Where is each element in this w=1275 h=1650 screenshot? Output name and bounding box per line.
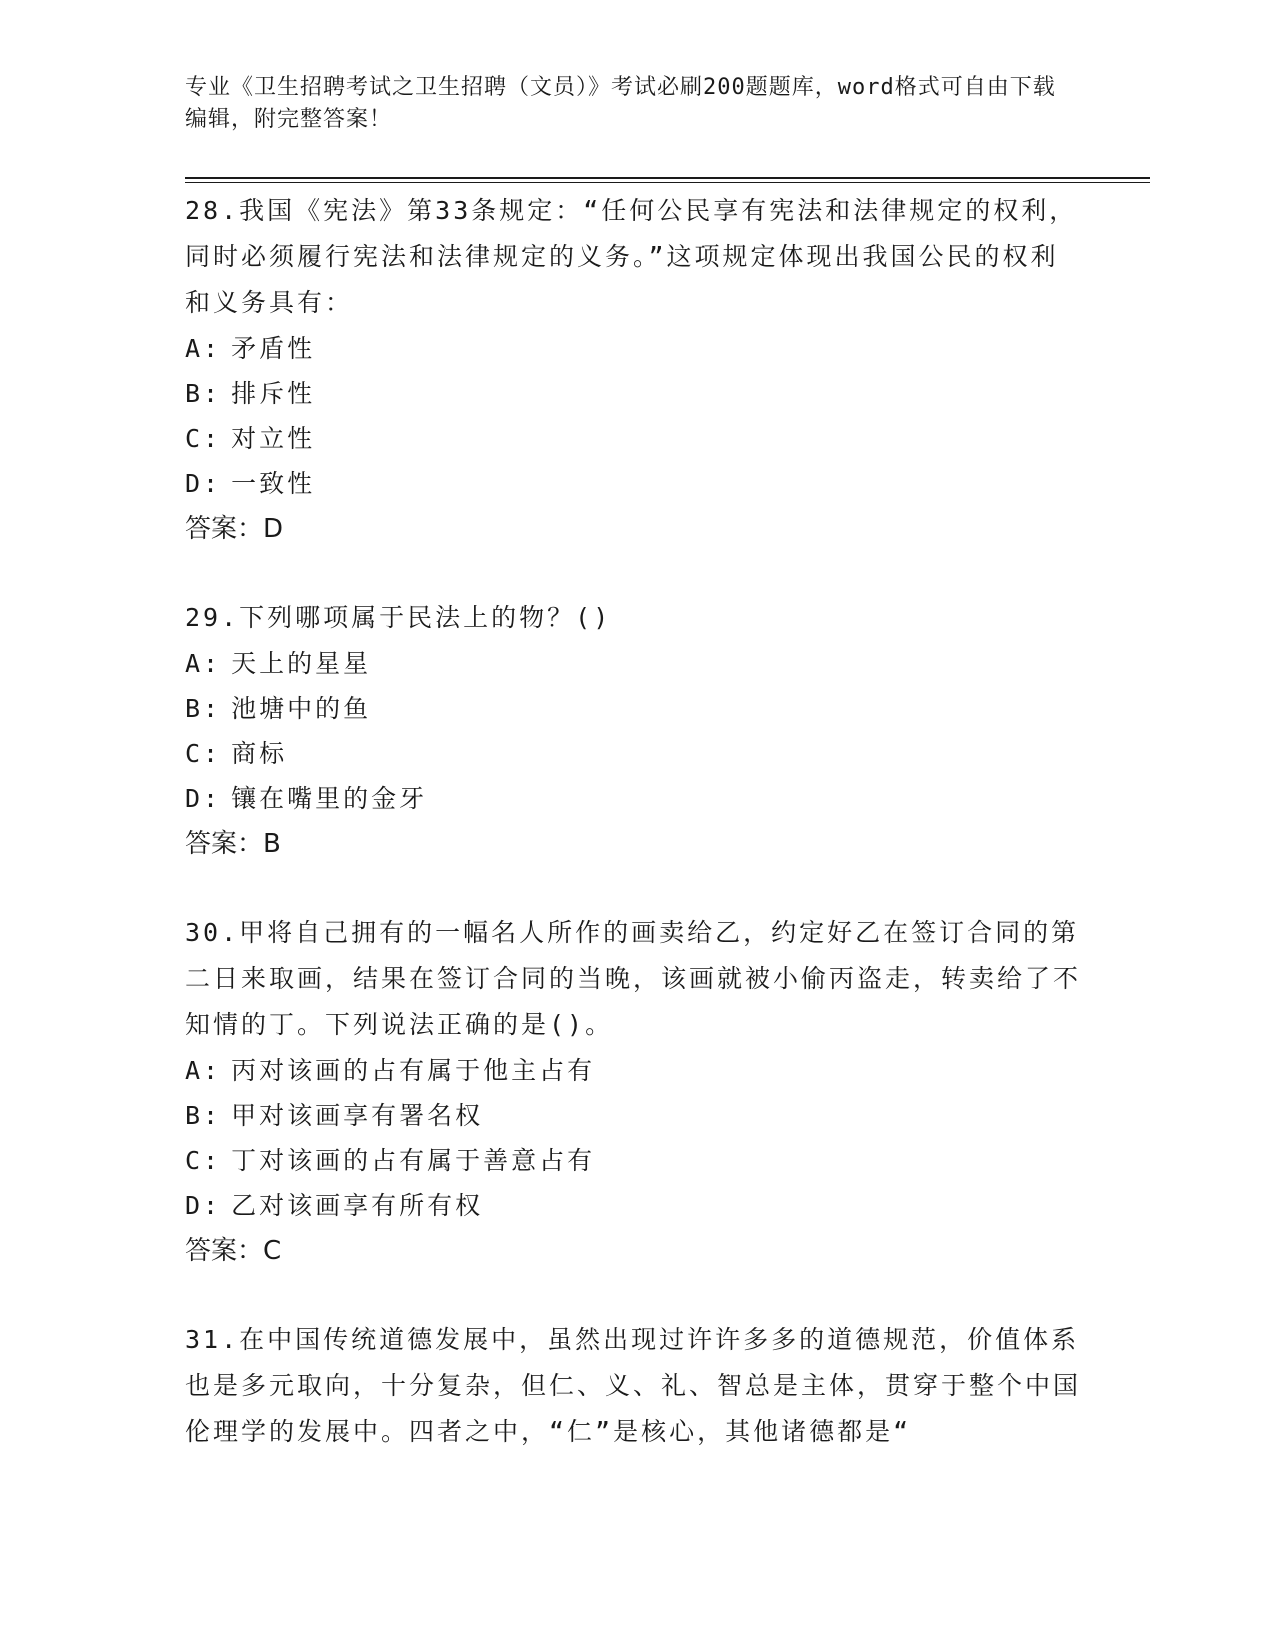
question-stem: 31.在中国传统道德发展中，虽然出现过许许多多的道德规范，价值体系也是多元取向，十分复杂，但仁、义、礼、智总是主体，贯穿于整个中国伦理学的发展中。四者之中，“仁”是核心，其他诸德都是“ [185, 1325, 1082, 1446]
option-text: 丙对该画的占有属于他主占有 [231, 1056, 596, 1085]
option-text: 矛盾性 [231, 334, 316, 363]
header-rule-top [185, 177, 1150, 179]
option-text: 镶在嘴里的金牙 [231, 784, 428, 813]
option-label: D: [185, 784, 222, 813]
option-d [185, 1183, 1085, 1228]
document-header: 专业《卫生招聘考试之卫生招聘（文员）》考试必刷200题题库，word格式可自由下载编辑，附完整答案！ [185, 75, 1056, 132]
option-label: D: [185, 1191, 222, 1220]
answer-line: 答案：D [185, 514, 284, 544]
question-30 [185, 910, 1085, 1274]
option-label: A: [185, 1056, 222, 1085]
option-text: 丁对该画的占有属于善意占有 [231, 1146, 596, 1175]
option-label: B: [185, 1101, 222, 1130]
option-b [185, 686, 1085, 731]
option-a [185, 641, 1085, 686]
option-a [185, 1048, 1085, 1093]
option-a [185, 326, 1085, 371]
option-c [185, 731, 1085, 776]
option-d [185, 776, 1085, 821]
option-label: B: [185, 694, 222, 723]
option-text: 乙对该画享有所有权 [231, 1191, 484, 1220]
question-28 [185, 188, 1085, 552]
answer-line: 答案：B [185, 829, 281, 859]
question-list [185, 188, 1085, 1498]
option-label: C: [185, 1146, 222, 1175]
option-label: D: [185, 469, 222, 498]
option-label: C: [185, 739, 222, 768]
option-b [185, 371, 1085, 416]
question-stem: 30.甲将自己拥有的一幅名人所作的画卖给乙，约定好乙在签订合同的第二日来取画，结果在签订合同的当晚，该画就被小偷丙盗走，转卖给了不知情的丁。下列说法正确的是()。 [185, 918, 1082, 1039]
option-d [185, 461, 1085, 506]
option-label: C: [185, 424, 222, 453]
option-text: 排斥性 [231, 379, 316, 408]
option-text: 甲对该画享有署名权 [231, 1101, 484, 1130]
question-29 [185, 595, 1085, 867]
question-stem: 28.我国《宪法》第33条规定：“任何公民享有宪法和法律规定的权利，同时必须履行宪法和法律规定的义务。”这项规定体现出我国公民的权利和义务具有： [185, 196, 1078, 317]
option-c [185, 416, 1085, 461]
question-31 [185, 1317, 1085, 1455]
option-b [185, 1093, 1085, 1138]
header-rule-bottom [185, 182, 1150, 183]
option-c [185, 1138, 1085, 1183]
question-stem: 29.下列哪项属于民法上的物？() [185, 603, 612, 632]
option-text: 天上的星星 [231, 649, 372, 678]
option-label: B: [185, 379, 222, 408]
answer-line: 答案：C [185, 1236, 282, 1266]
option-label: A: [185, 334, 222, 363]
option-text: 对立性 [231, 424, 316, 453]
option-text: 一致性 [231, 469, 316, 498]
option-text: 商标 [231, 739, 288, 768]
option-label: A: [185, 649, 222, 678]
option-text: 池塘中的鱼 [231, 694, 372, 723]
